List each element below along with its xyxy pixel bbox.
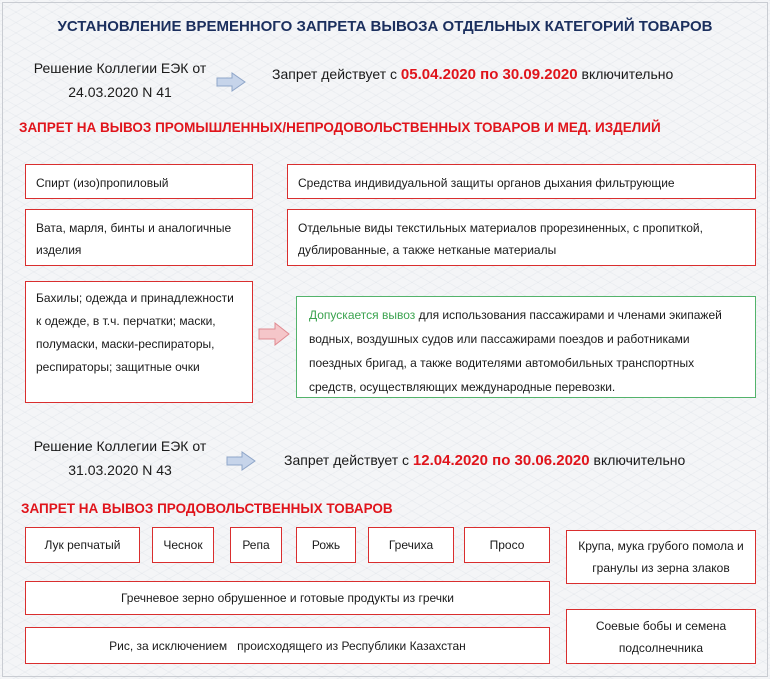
period-1-suffix: включительно: [577, 66, 674, 82]
item-box: Средства индивидуальной защиты органов дыхания фильтрующие: [287, 164, 756, 199]
food-item: Просо: [464, 527, 550, 563]
page-title: УСТАНОВЛЕНИЕ ВРЕМЕННОГО ЗАПРЕТА ВЫВОЗА ОТДЕЛЬНЫХ КАТЕГОРИЙ ТОВАРОВ: [57, 18, 713, 35]
decision-2: [10, 434, 230, 482]
exception-box: [296, 296, 756, 398]
decision-1: [10, 56, 230, 104]
food-item: Рис, за исключением происходящего из Республики Казахстан: [25, 627, 550, 664]
item-box: Вата, марля, бинты и аналогичные изделия: [25, 209, 253, 266]
arrow-right-icon: [226, 451, 256, 471]
item-box: Спирт (изо)пропиловый: [25, 164, 253, 199]
decision-2-line2: 31.03.2020 N 43: [68, 462, 172, 478]
period-2-prefix: Запрет действует с: [284, 452, 413, 468]
section-1-heading: ЗАПРЕТ НА ВЫВОЗ ПРОМЫШЛЕННЫХ/НЕПРОДОВОЛЬСТВЕННЫХ ТОВАРОВ И МЕД. ИЗДЕЛИЙ: [19, 120, 661, 135]
food-item: Гречиха: [368, 527, 454, 563]
section-2-heading: ЗАПРЕТ НА ВЫВОЗ ПРОДОВОЛЬСТВЕННЫХ ТОВАРОВ: [21, 501, 393, 516]
period-2: [284, 452, 685, 469]
food-item: Соевые бобы и семена подсолнечника: [566, 609, 756, 664]
exception-text: для использования пассажирами и членами экипажей водных, воздушных судов или пассажирами поездов и работниками поездных бригад, а также водителями автомобильных транспортных средств, осуществляющих международные перевозки.: [309, 308, 722, 394]
period-2-dates: 12.04.2020 по 30.06.2020: [412, 452, 590, 469]
item-box: Отдельные виды текстильных материалов прорезиненных, с пропиткой, дублированные, а также нетканые материалы: [287, 209, 756, 266]
item-box: Бахилы; одежда и принадлежности к одежде, в т.ч. перчатки; маски, полумаски, маски-респираторы, респираторы; защитные очки: [25, 281, 253, 403]
food-item: Репа: [230, 527, 282, 563]
exception-lead: Допускается вывоз: [309, 308, 416, 322]
arrow-right-icon: [216, 72, 246, 92]
period-1-prefix: Запрет действует с: [272, 66, 401, 82]
food-item: Чеснок: [152, 527, 214, 563]
decision-1-line1: Решение Коллегии ЕЭК от: [33, 60, 207, 76]
period-2-suffix: включительно: [589, 452, 686, 468]
food-item: Гречневое зерно обрушенное и готовые продукты из гречки: [25, 581, 550, 615]
food-item: Рожь: [296, 527, 356, 563]
food-item: Крупа, мука грубого помола и гранулы из зерна злаков: [566, 530, 756, 584]
decision-2-line1: Решение Коллегии ЕЭК от: [33, 438, 207, 454]
period-1-dates: 05.04.2020 по 30.09.2020: [400, 66, 578, 83]
food-item: Лук репчатый: [25, 527, 140, 563]
decision-1-line2: 24.03.2020 N 41: [68, 84, 172, 100]
arrow-right-icon: [258, 322, 290, 346]
period-1: [272, 66, 673, 83]
